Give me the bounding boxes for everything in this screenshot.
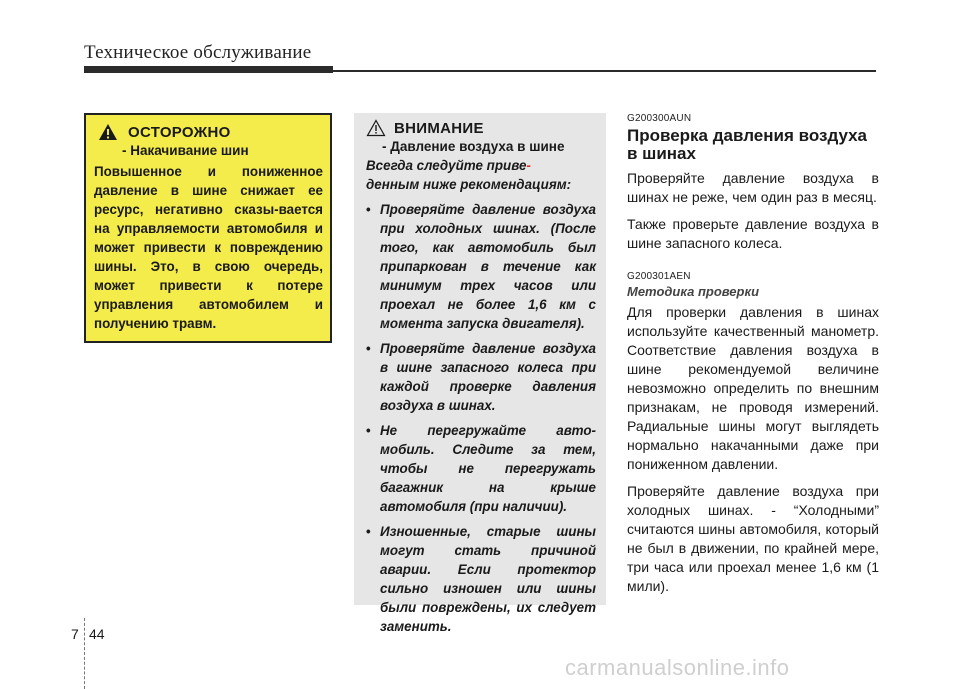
page-number: 44 [89, 626, 105, 642]
caution-triangle-icon [366, 119, 386, 137]
caution-title-row [366, 119, 596, 137]
warning-box [84, 113, 332, 343]
caution-bullet: • Проверяйте давление воздуха при холодных шинах. (После того, как автомобиль был припаркован в течение как минимум трех часов или проехал не более 1,6 км с момента запуска двигателя). [366, 200, 596, 333]
section-heading: Проверка давления воздуха в шинах [627, 126, 868, 163]
paragraph: Для проверки давления в шинах используйте качественный манометр. Соответствие давления воздуха в шине рекомендуемой величине невозможно определить по внешним признакам, не проводя измерений. Радиальные шины могут выглядеть нормально накачанными даже при пониженном давлении. [627, 304, 879, 472]
subsection-heading: Методика проверки [627, 284, 760, 299]
right-column [627, 113, 879, 604]
paragraph: Проверяйте давление воздуха в шинах не реже, чем один раз в месяц. [627, 170, 879, 205]
chapter-number: 7 [71, 626, 79, 642]
warning-triangle-icon [98, 123, 118, 141]
warning-body: Повышенное и пониженное давление в шине снижает ее ресурс, негативно сказы-вается на управляемости автомобиля и может привести к повреждению шины. Это, в свою очередь, может привести к потере управления автомобилем и получению травм. [94, 164, 323, 331]
header-rule-thin [333, 70, 876, 72]
header-rule-thick [84, 66, 333, 73]
paragraph: Также проверьте давление воздуха в шине запасного колеса. [627, 216, 879, 251]
caution-intro [366, 156, 596, 194]
paragraph: Проверяйте давление воздуха при холодных шинах. - “Холодными” считаются шины автомобиля, который не был в движении, по крайней мере, три часа или проехал менее 1,6 км (1 мили). [627, 483, 879, 594]
watermark: carmanualsonline.info [565, 655, 790, 680]
caution-box [354, 113, 606, 634]
section-code: G200300AUN [627, 113, 692, 124]
warning-title: ОСТОРОЖНО [128, 123, 231, 141]
caution-intro-hyphen: - [526, 158, 531, 173]
caution-intro-line1: Всегда следуйте приве [366, 158, 527, 173]
page-header-title: Техническое обслуживание [84, 42, 312, 63]
caution-intro-line2: денным ниже рекомендациям: [366, 177, 572, 192]
warning-subtitle: - Накачивание шин [122, 143, 249, 158]
caution-bullet: • Не перегружайте авто-мобиль. Следите за тем, чтобы не перегружать багажник на крыше автомобиля (при наличии). [366, 421, 596, 516]
caution-bullet: • Изношенные, старые шины могут стать причиной аварии. Если протектор сильно изношен или шины были повреждены, их следует заменить. [366, 522, 596, 636]
caution-bullet: • Проверяйте давление воздуха в шине запасного колеса при каждой проверке давления воздуха в шинах. [366, 339, 596, 415]
warning-title-row [98, 123, 323, 141]
caution-bullet-list [366, 200, 596, 636]
footer-divider [84, 618, 85, 689]
caution-title: ВНИМАНИЕ [394, 119, 484, 137]
subsection-code: G200301AEN [627, 271, 691, 282]
caution-subtitle: - Давление воздуха в шине [382, 139, 565, 154]
